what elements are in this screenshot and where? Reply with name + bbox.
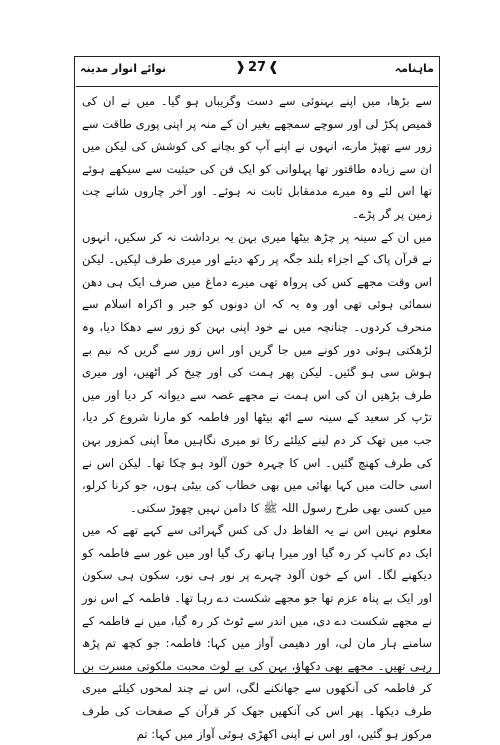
paragraph: میں ان کے سینہ پر چڑھ بیٹھا میری بہن یہ برداشت نہ کر سکیں، انہوں نے قرآن پاک کے اجزاء بلند جگہ پر رکھ دیئے اور میری طرف لپکیں۔ لیکن اس وقت مجھے کس کی پرواہ تھی میرے دماغ میں صرف ایک ہی دھن سمائی ہوئی تھی اور وہ یہ کہ ان دونوں کو جبر و اکراہ اسلام سے منحرف کردوں۔ چنانچہ میں نے خود اپنی بہن کو زور سے دھکا دیا، وہ لڑھکتی ہوئی دور کونے میں جا گریں اور اس زور سے گریں کہ نیم بے ہوش سی ہو گئیں۔ لیکن پھر ہمت کی اور چیخ کر اٹھیں، اور میری طرف بڑھیں ان کی اس ہمت نے مجھے غصہ سے دیوانہ کر دیا اور میں تڑپ کر سعید کے سینہ سے اٹھ بیٹھا اور فاطمہ کو مارنا شروع کر دیا، جب میں تھک کر دم لینے کیلئے رکا تو میری نگاہیں معاً اپنی کمزور بہن کی طرف کھنچ گئیں۔ اس کا چہرہ خون آلود ہو چکا تھا۔ لیکن اس نے اسی حالت میں کہا بھائی میں بھی خطاب کی بیٹی ہوں، جو کرنا کرلو، میں کسی بھی طرح رسول اللہ ﷺ کا دامن نہیں چھوڑ سکتی۔	[82, 229, 432, 515]
running-header	[76, 60, 438, 84]
paragraph: سے بڑھا، میں اپنے بہنوئی سے دست وگریباں ہو گیا۔ میں نے ان کی قمیص پکڑ لی اور سوچے سمجھے بغیر ان کے منہ پر اپنی پوری طاقت سے زور سے تھپڑ مارے، انہوں نے اپنے آپ کو بچانے کی کوشش کی لیکن میں ان سے زیادہ طاقتور تھا پہلوانی کو ایک فن کی حیثیت سے سیکھے ہوئے تھا اس لئے وہ میرے مدمقابل ثابت نہ ہوئے۔ اور آخر چاروں شانے چت زمین پر گر پڑے۔	[82, 94, 432, 221]
article-body	[82, 90, 432, 745]
page-number: ❱ 27 ❰	[229, 60, 285, 75]
header-divider	[76, 86, 438, 87]
publication-title: نوائے انوار مدینہ	[80, 62, 167, 75]
magazine-label: ماہنامہ	[394, 62, 434, 75]
paragraph: معلوم نہیں اس نے یہ الفاظ دل کی کس گہرائی سے کہے تھے کہ میں ایک دم کانپ کر رہ گیا اور میرا ہاتھ رک گیا اور میں غور سے فاطمہ کو دیکھنے لگا۔ اس کے خون آلود چہرے پر نور ہی نور، سکون ہی سکون اور ایک بے پناہ عزم تھا جو مجھے شکست دے رہا تھا۔ فاطمہ کے اس نور نے مجھے شکست دے دی، میں اندر سے ٹوٹ کر رہ گیا، میں نے فاطمہ کے سامنے ہار مان لی، اور دھیمی آواز میں کہا: فاطمہ: جو کچھ تم پڑھ رہی تھیں۔ مجھے بھی دکھاؤ، بہن کی بے لوث محبت ملکوتی مسرت بن کر فاطمہ کی آنکھوں سے جھانکنے لگی، اس نے چند لمحوں کیلئے میری طرف دیکھا۔ پھر اس کی آنکھیں جھک کر قرآن کے صفحات کی طرف مرکوز ہو گئیں، اور اس نے اپنی اکھڑی ہوئی آواز میں کہا: تم	[82, 523, 432, 741]
